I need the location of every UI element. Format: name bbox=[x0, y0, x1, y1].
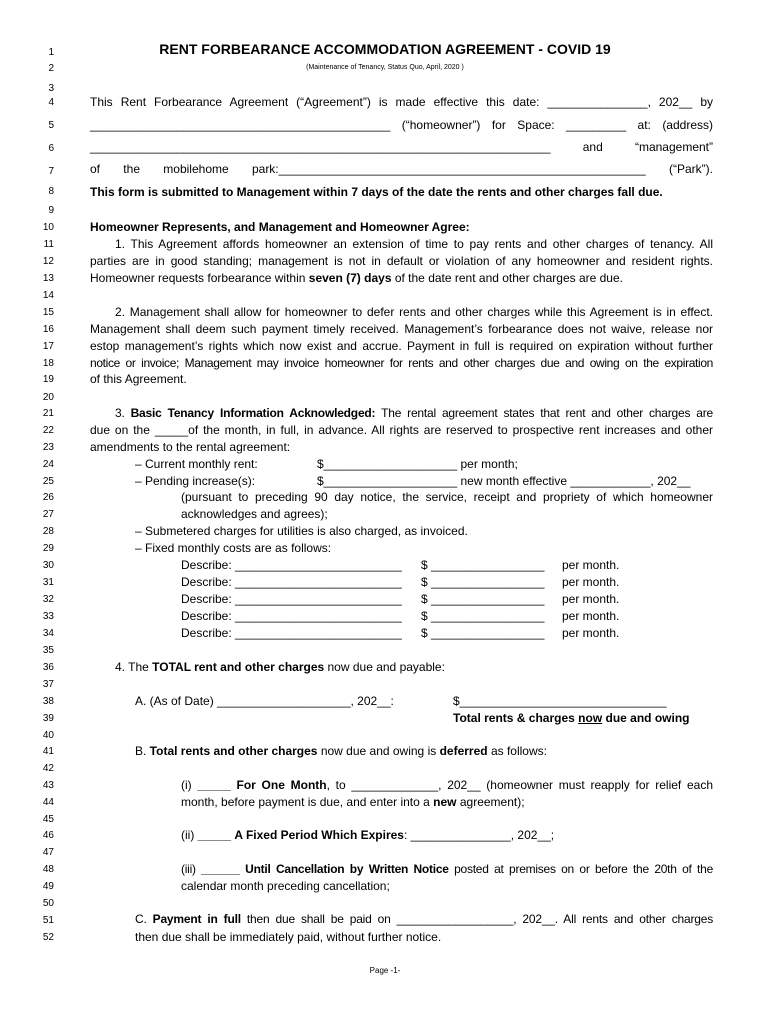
line-number: 4 bbox=[48, 97, 54, 108]
line-number: 44 bbox=[42, 797, 54, 808]
intro-line-5: _____________________________________________ (“homeowner”) for Space: _________ at: (address) bbox=[90, 118, 713, 132]
line-number: 40 bbox=[42, 730, 54, 741]
section-heading: Homeowner Represents, and Management and Homeowner Agree: bbox=[90, 220, 470, 234]
para3-line-22: due on the _____of the month, in full, in advance. All rights are reserved to prospective rent increases and other bbox=[90, 423, 713, 437]
para1-line-11: 1. This Agreement affords homeowner an extension of time to pay rents and other charges of tenancy. All bbox=[115, 237, 713, 251]
describe-suffix: per month. bbox=[562, 592, 620, 606]
describe-amount: $ _________________ bbox=[421, 575, 545, 589]
line-number: 14 bbox=[42, 290, 54, 301]
line-number: 32 bbox=[42, 594, 54, 605]
total-amount-caption: Total rents & charges now due and owing bbox=[453, 711, 690, 725]
para4-heading: 4. The TOTAL rent and other charges now due and payable: bbox=[115, 660, 445, 674]
line-number: 3 bbox=[48, 83, 54, 94]
line-number: 34 bbox=[42, 628, 54, 639]
line-number: 39 bbox=[42, 713, 54, 724]
intro-line-4: This Rent Forbearance Agreement (“Agreement”) is made effective this date: _______________, 202__ by bbox=[90, 95, 713, 109]
line-number: 21 bbox=[42, 408, 54, 419]
line-number: 15 bbox=[42, 307, 54, 318]
line-number: 48 bbox=[42, 864, 54, 875]
submission-notice: This form is submitted to Management within 7 days of the date the rents and other charges fall due. bbox=[90, 185, 663, 199]
line-number: 51 bbox=[42, 915, 54, 926]
line-number: 37 bbox=[42, 679, 54, 690]
deferred-heading: B. Total rents and other charges now due and owing is deferred as follows: bbox=[135, 744, 547, 758]
total-amount-field: $_______________________________ bbox=[453, 694, 667, 708]
line-number: 20 bbox=[42, 392, 54, 403]
para1-line-12: parties are in good standing; management is not in default or violation of any homeowner and resident rights. bbox=[90, 254, 713, 268]
line-number: 8 bbox=[48, 186, 54, 197]
para1-line-13: Homeowner requests forbearance within seven (7) days of the date rent and other charges are due. bbox=[90, 271, 623, 285]
as-of-date-field: A. (As of Date) ____________________, 202__: bbox=[135, 694, 394, 708]
line-number: 45 bbox=[42, 814, 54, 825]
line-number: 28 bbox=[42, 526, 54, 537]
describe-suffix: per month. bbox=[562, 558, 620, 572]
option-fixed-period: (ii) _____ A Fixed Period Which Expires: _______________, 202__; bbox=[181, 828, 555, 842]
line-number: 16 bbox=[42, 324, 54, 335]
para2-line-19: of this Agreement. bbox=[90, 372, 187, 386]
para2-line-16: Management shall deem such payment timely received. Management’s forbearance does not waive, release nor bbox=[90, 322, 713, 336]
line-number: 2 bbox=[48, 63, 54, 74]
para3-line-21: 3. Basic Tenancy Information Acknowledged: The rental agreement states that rent and other charges are bbox=[115, 406, 714, 420]
option-one-month: (i) _____ For One Month, to _____________, 202__ (homeowner must reapply for relief each bbox=[181, 778, 714, 792]
describe-amount: $ _________________ bbox=[421, 558, 545, 572]
line-number: 13 bbox=[42, 273, 54, 284]
para2-line-18: notice or invoice; Management may invoice homeowner for rents and other charges due and owing on the expiration bbox=[90, 356, 713, 370]
payment-in-full: C. Payment in full then due shall be paid on __________________, 202__. All rents and other charges bbox=[135, 912, 713, 926]
current-rent-field: $____________________ per month; bbox=[317, 457, 518, 471]
line-number: 24 bbox=[42, 459, 54, 470]
describe-suffix: per month. bbox=[562, 609, 620, 623]
line-number: 12 bbox=[42, 256, 54, 267]
line-number: 43 bbox=[42, 780, 54, 791]
option-one-month-line-2: month, before payment is due, and enter into a new agreement); bbox=[181, 795, 525, 809]
document-subtitle: (Maintenance of Tenancy, Status Quo, April, 2020 ) bbox=[306, 64, 464, 71]
payment-in-full-line-2: then due shall be immediately paid, without further notice. bbox=[135, 930, 442, 944]
line-number: 9 bbox=[48, 205, 54, 216]
describe-label: Describe: bbox=[181, 575, 232, 589]
describe-line: _________________________ bbox=[235, 626, 402, 640]
line-number: 29 bbox=[42, 543, 54, 554]
line-number: 1 bbox=[48, 47, 54, 58]
line-number: 31 bbox=[42, 577, 54, 588]
describe-suffix: per month. bbox=[562, 626, 620, 640]
intro-line-6: _____________________________________________________________________ and “management” bbox=[90, 140, 713, 154]
line-number: 46 bbox=[42, 830, 54, 841]
page-number: Page -1- bbox=[369, 966, 401, 975]
line-number: 35 bbox=[42, 645, 54, 656]
line-number: 17 bbox=[42, 341, 54, 352]
describe-label: Describe: bbox=[181, 609, 232, 623]
line-number: 27 bbox=[42, 509, 54, 520]
pending-increase-field: $____________________ new month effective ____________, 202__ bbox=[317, 474, 691, 488]
line-number: 49 bbox=[42, 881, 54, 892]
describe-suffix: per month. bbox=[562, 575, 620, 589]
describe-amount: $ _________________ bbox=[421, 609, 545, 623]
line-number: 38 bbox=[42, 696, 54, 707]
submetered-charges: – Submetered charges for utilities is also charged, as invoiced. bbox=[135, 524, 468, 538]
document-title: RENT FORBEARANCE ACCOMMODATION AGREEMENT - COVID 19 bbox=[159, 41, 611, 57]
para2-line-17: estop management’s rights which now exist and accrue. Payment in full is required on expiration without further bbox=[90, 339, 713, 353]
fixed-costs-heading: – Fixed monthly costs are as follows: bbox=[135, 541, 332, 555]
pending-note-line-2: acknowledges and agrees); bbox=[181, 507, 328, 521]
describe-line: _________________________ bbox=[235, 609, 402, 623]
describe-label: Describe: bbox=[181, 626, 232, 640]
describe-label: Describe: bbox=[181, 592, 232, 606]
line-number: 5 bbox=[48, 120, 54, 131]
line-number: 33 bbox=[42, 611, 54, 622]
line-number: 25 bbox=[42, 476, 54, 487]
line-number: 11 bbox=[43, 239, 54, 250]
describe-amount: $ _________________ bbox=[421, 592, 545, 606]
line-number: 26 bbox=[42, 492, 54, 503]
describe-line: _________________________ bbox=[235, 575, 402, 589]
line-number: 50 bbox=[42, 898, 54, 909]
line-number: 10 bbox=[42, 222, 54, 233]
line-number: 47 bbox=[42, 847, 54, 858]
line-number: 30 bbox=[42, 560, 54, 571]
option-until-cancellation-line-2: calendar month preceding cancellation; bbox=[181, 879, 390, 893]
pending-note-line-1: (pursuant to preceding 90 day notice, the service, receipt and propriety of which homeowner bbox=[181, 490, 713, 504]
line-number: 18 bbox=[42, 358, 54, 369]
line-number: 41 bbox=[42, 746, 54, 757]
current-rent-label: – Current monthly rent: bbox=[135, 457, 258, 471]
para2-line-15: 2. Management shall allow for homeowner to defer rents and other charges while this Agreement is in effect. bbox=[115, 305, 713, 319]
describe-label: Describe: bbox=[181, 558, 232, 572]
line-number: 36 bbox=[42, 662, 54, 673]
line-number: 22 bbox=[42, 425, 54, 436]
line-number: 23 bbox=[42, 442, 54, 453]
line-number: 52 bbox=[42, 932, 54, 943]
pending-increase-label: – Pending increase(s): bbox=[135, 474, 256, 488]
line-number: 19 bbox=[42, 374, 54, 385]
describe-line: _________________________ bbox=[235, 592, 402, 606]
intro-line-7: of the mobilehome park:_______________________________________________________ (“Park”). bbox=[90, 162, 713, 176]
line-number: 6 bbox=[48, 143, 54, 154]
para3-line-23: amendments to the rental agreement: bbox=[90, 440, 291, 454]
line-number: 42 bbox=[42, 763, 54, 774]
describe-amount: $ _________________ bbox=[421, 626, 545, 640]
describe-line: _________________________ bbox=[235, 558, 402, 572]
option-until-cancellation: (iii) ______ Until Cancellation by Written Notice posted at premises on or before the 20th of the bbox=[181, 862, 713, 876]
line-number: 7 bbox=[48, 166, 54, 177]
